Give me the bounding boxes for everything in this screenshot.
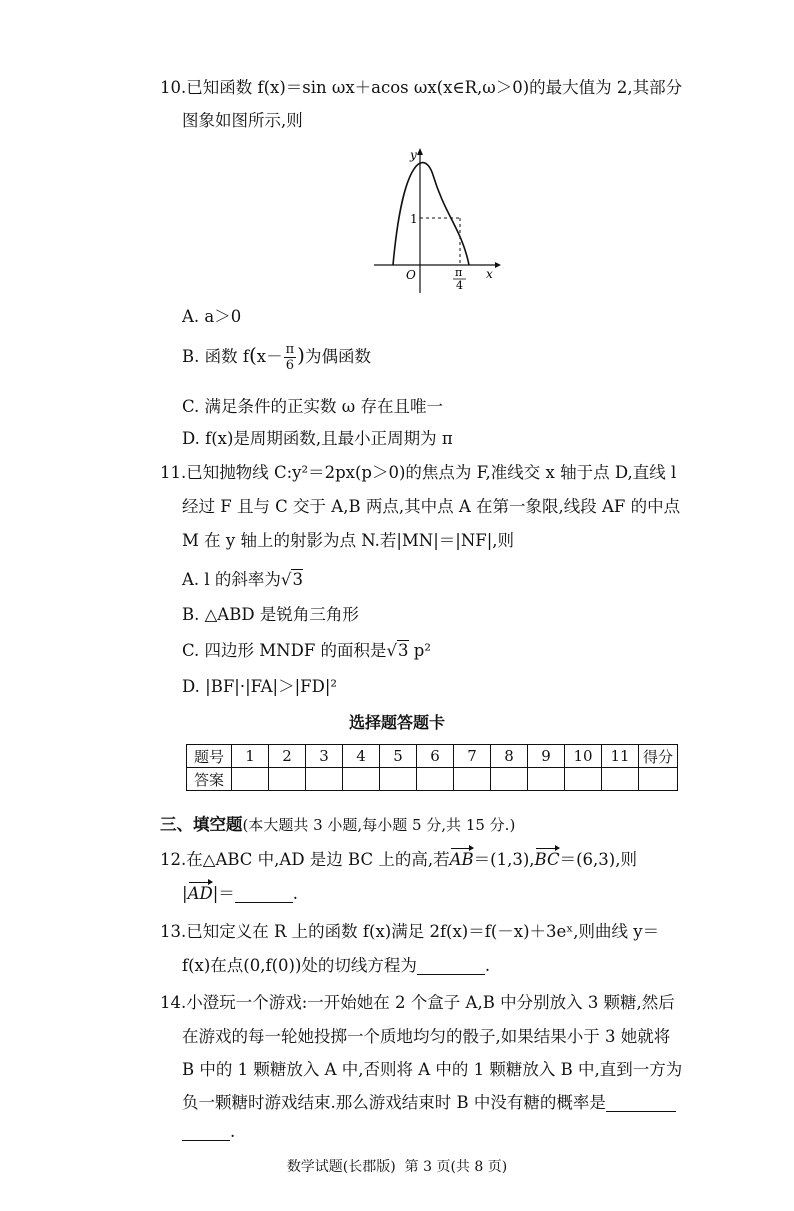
card-number: 7 — [454, 745, 491, 768]
answer-cell[interactable] — [417, 768, 454, 791]
q10-option-c: C. 满足条件的正实数 ω 存在且唯一 — [182, 397, 443, 416]
vector-bc: BC — [534, 850, 560, 869]
answer-card-table — [186, 744, 678, 791]
q10-option-b: B. 函数 f(x－ $\frac{\pi}{6}$ )为偶函数 — [182, 342, 371, 373]
pi-label: π — [455, 266, 463, 279]
q11-option-c-post: p² — [408, 641, 431, 660]
answer-cell[interactable] — [491, 768, 528, 791]
card-number: 4 — [343, 745, 380, 768]
q11-line1 — [160, 459, 676, 483]
answer-card-title: 选择题答题卡 — [348, 713, 445, 732]
y-label: y — [410, 148, 417, 162]
answer-cell[interactable] — [343, 768, 380, 791]
q13-period: . — [484, 956, 491, 975]
q10-stem-text1: 已知函数 f(x)＝sin ωx＋acos ωx(x∈R,ω＞0)的最大值为 2,其部分 — [186, 78, 683, 97]
one-label: 1 — [410, 212, 418, 226]
q10-function-graph — [370, 145, 510, 295]
q13-number: 13. — [160, 922, 187, 941]
section3-heading: 三、填空题 — [160, 815, 243, 834]
q13-text1: 已知定义在 R 上的函数 f(x)满足 2f(x)＝f(－x)＋3eˣ,则曲线 y＝ — [186, 922, 660, 941]
q14-answer-blank-2[interactable] — [182, 1122, 230, 1141]
q10-option-d: D. f(x)是周期函数,且最小正周期为 π — [182, 429, 453, 448]
answer-cell[interactable] — [602, 768, 639, 791]
y-axis-arrow — [417, 148, 423, 155]
q14-line3: B 中的 1 颗糖放入 A 中,否则将 A 中的 1 颗糖放入 B 中,直到一方为 — [182, 1060, 683, 1079]
x-label: x — [486, 267, 493, 281]
q10-option-b-x: x－ — [256, 347, 283, 366]
answer-card-row-numbers — [187, 745, 678, 768]
card-number: 1 — [232, 745, 269, 768]
function-curve — [393, 163, 469, 265]
vector-ad: AD — [187, 884, 213, 903]
q13-answer-blank[interactable] — [417, 956, 485, 975]
q11-option-a — [182, 566, 303, 590]
q13-text2: f(x)在点(0,f(0))处的切线方程为 — [182, 956, 417, 975]
answer-cell[interactable] — [454, 768, 491, 791]
q11-text1: 已知抛物线 C:y²＝2px(p＞0)的焦点为 F,准线交 x 轴于点 D,直线 l — [186, 463, 677, 482]
section3-note: (本大题共 3 小题,每小题 5 分,共 15 分.) — [242, 816, 516, 834]
q12-number: 12. — [160, 850, 187, 869]
four-label: 4 — [456, 279, 463, 292]
x-axis-arrow — [495, 262, 501, 268]
answer-cell[interactable] — [380, 768, 417, 791]
vector-ab: AB — [449, 850, 474, 869]
q12-line1 — [160, 846, 637, 870]
q14-answer-blank-1[interactable] — [606, 1093, 676, 1112]
origin-label: O — [406, 268, 416, 282]
answer-cell[interactable] — [269, 768, 306, 791]
card-number: 10 — [565, 745, 602, 768]
q14-line1 — [160, 989, 675, 1013]
q10-stem-line1 — [160, 74, 682, 98]
card-number: 9 — [528, 745, 565, 768]
sqrt-three: 3 — [398, 641, 409, 660]
q11-option-c — [182, 637, 431, 661]
answer-cell[interactable] — [232, 768, 269, 791]
page-footer: 数学试题(长郡版) 第 3 页(共 8 页) — [286, 1159, 508, 1175]
card-number: 6 — [417, 745, 454, 768]
q14-text4: 负一颗糖时游戏结束.那么游戏结束时 B 中没有糖的概率是 — [182, 1093, 606, 1112]
card-number: 8 — [491, 745, 528, 768]
label-answer: 答案 — [187, 768, 232, 791]
answer-card-row-answers — [187, 768, 678, 791]
q14-number: 14. — [160, 993, 187, 1012]
q12-line2-post: |＝ — [212, 884, 235, 903]
pi-over-six: $\frac{\pi}{6}$ — [285, 342, 295, 373]
q11-line2: 经过 F 且与 C 交于 A,B 两点,其中点 A 在第一象限,线段 AF 的中点 — [182, 497, 681, 516]
q12-line2 — [182, 880, 298, 904]
card-number: 5 — [380, 745, 417, 768]
label-score: 得分 — [639, 745, 678, 768]
card-number: 11 — [602, 745, 639, 768]
q12-ab-value: ＝(1,3), — [473, 850, 535, 869]
q12-answer-blank[interactable] — [235, 884, 293, 903]
q11-option-c-pre: C. 四边形 MNDF 的面积是√ — [182, 641, 398, 660]
q11-option-a-pre: A. l 的斜率为√ — [182, 570, 292, 589]
q10-option-b-pre: B. 函数 f — [182, 347, 249, 366]
abs-open: | — [182, 884, 188, 903]
q13-line2 — [182, 952, 490, 976]
q11-number: 11. — [160, 463, 187, 482]
q10-option-b-post: 为偶函数 — [304, 347, 371, 366]
q14-line2: 在游戏的每一轮她投掷一个质地均匀的骰子,如果结果小于 3 她就将 — [182, 1027, 671, 1046]
answer-cell[interactable] — [306, 768, 343, 791]
q13-line1 — [160, 918, 659, 942]
q12-period: . — [292, 884, 299, 903]
score-cell[interactable] — [639, 768, 678, 791]
q14-line4 — [182, 1089, 676, 1113]
q14-line5 — [182, 1122, 235, 1141]
q11-option-d: D. |BF|·|FA|＞|FD|² — [182, 677, 338, 696]
q14-text1: 小澄玩一个游戏:一开始她在 2 个盒子 A,B 中分别放入 3 颗糖,然后 — [186, 993, 675, 1012]
answer-cell[interactable] — [528, 768, 565, 791]
q11-line3: M 在 y 轴上的射影为点 N.若|MN|＝|NF|,则 — [182, 531, 515, 550]
section3-heading-line — [160, 811, 515, 835]
sqrt-three: 3 — [292, 570, 303, 589]
card-number: 2 — [269, 745, 306, 768]
q10-number: 10. — [160, 78, 187, 97]
label-question-number: 题号 — [187, 745, 232, 768]
q10-stem-line2: 图象如图所示,则 — [182, 111, 303, 130]
card-number: 3 — [306, 745, 343, 768]
q12-bc-value: ＝(6,3),则 — [559, 850, 637, 869]
q11-option-b: B. △ABD 是锐角三角形 — [182, 605, 359, 624]
q12-text1: 在△ABC 中,AD 是边 BC 上的高,若 — [186, 850, 450, 869]
q14-period: . — [230, 1122, 236, 1141]
q10-option-a: A. a＞0 — [182, 307, 242, 326]
answer-cell[interactable] — [565, 768, 602, 791]
